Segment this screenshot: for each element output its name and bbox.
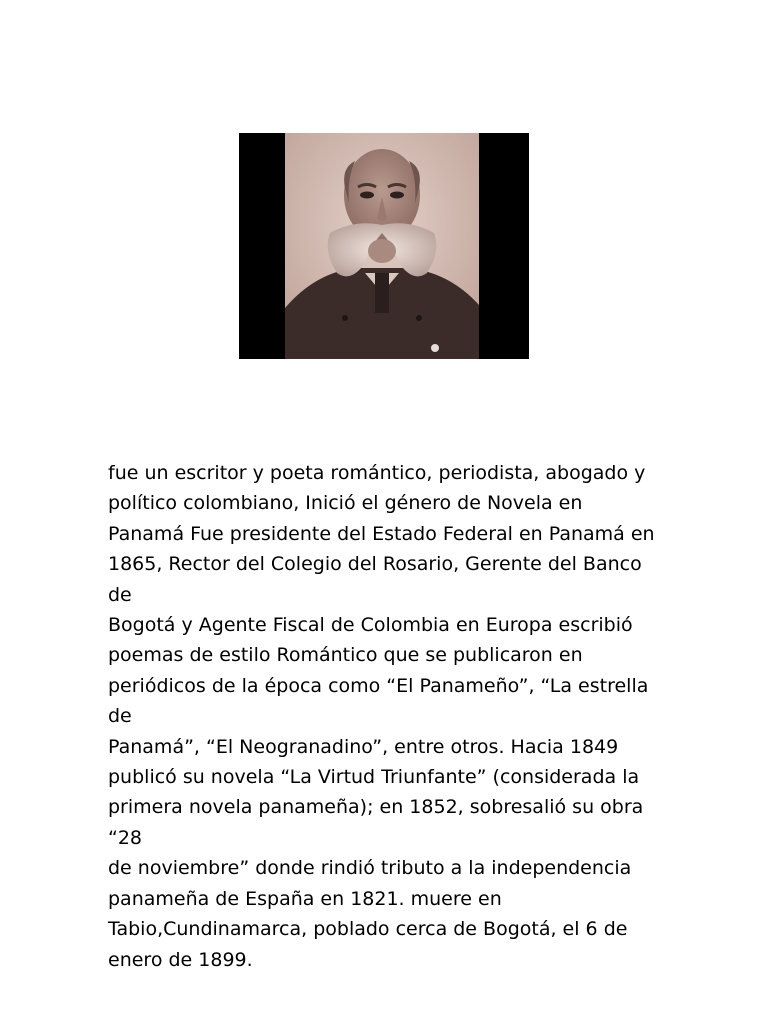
- portrait-image: [285, 133, 479, 359]
- biography-paragraph: fue un escritor y poeta romántico, periodista, abogado y político colombiano, Inició el género de Novela en Panamá Fue presidente del Estado Federal en Panamá en 1865, Rector del Colegio del Rosario, Gerente del Banco de Bogotá y Agente Fiscal de Colombia en Europa escribió poemas de estilo Romántico que se publicaron en periódicos de la época como “El Panameño”, “La estrella de Panamá”, “El Neogranadino”, entre otros. Hacia 1849 publicó su novela “La Virtud Triunfante” (considerada la primera novela panameña); en 1852, sobresalió su obra “28 de noviembre” donde rindió tributo a la independencia panameña de España en 1821. muere en Tabio,Cundinamarca, poblado cerca de Bogotá, el 6 de enero de 1899.: [108, 462, 655, 971]
- portrait-photo: [285, 133, 479, 359]
- portrait-frame: [239, 133, 529, 359]
